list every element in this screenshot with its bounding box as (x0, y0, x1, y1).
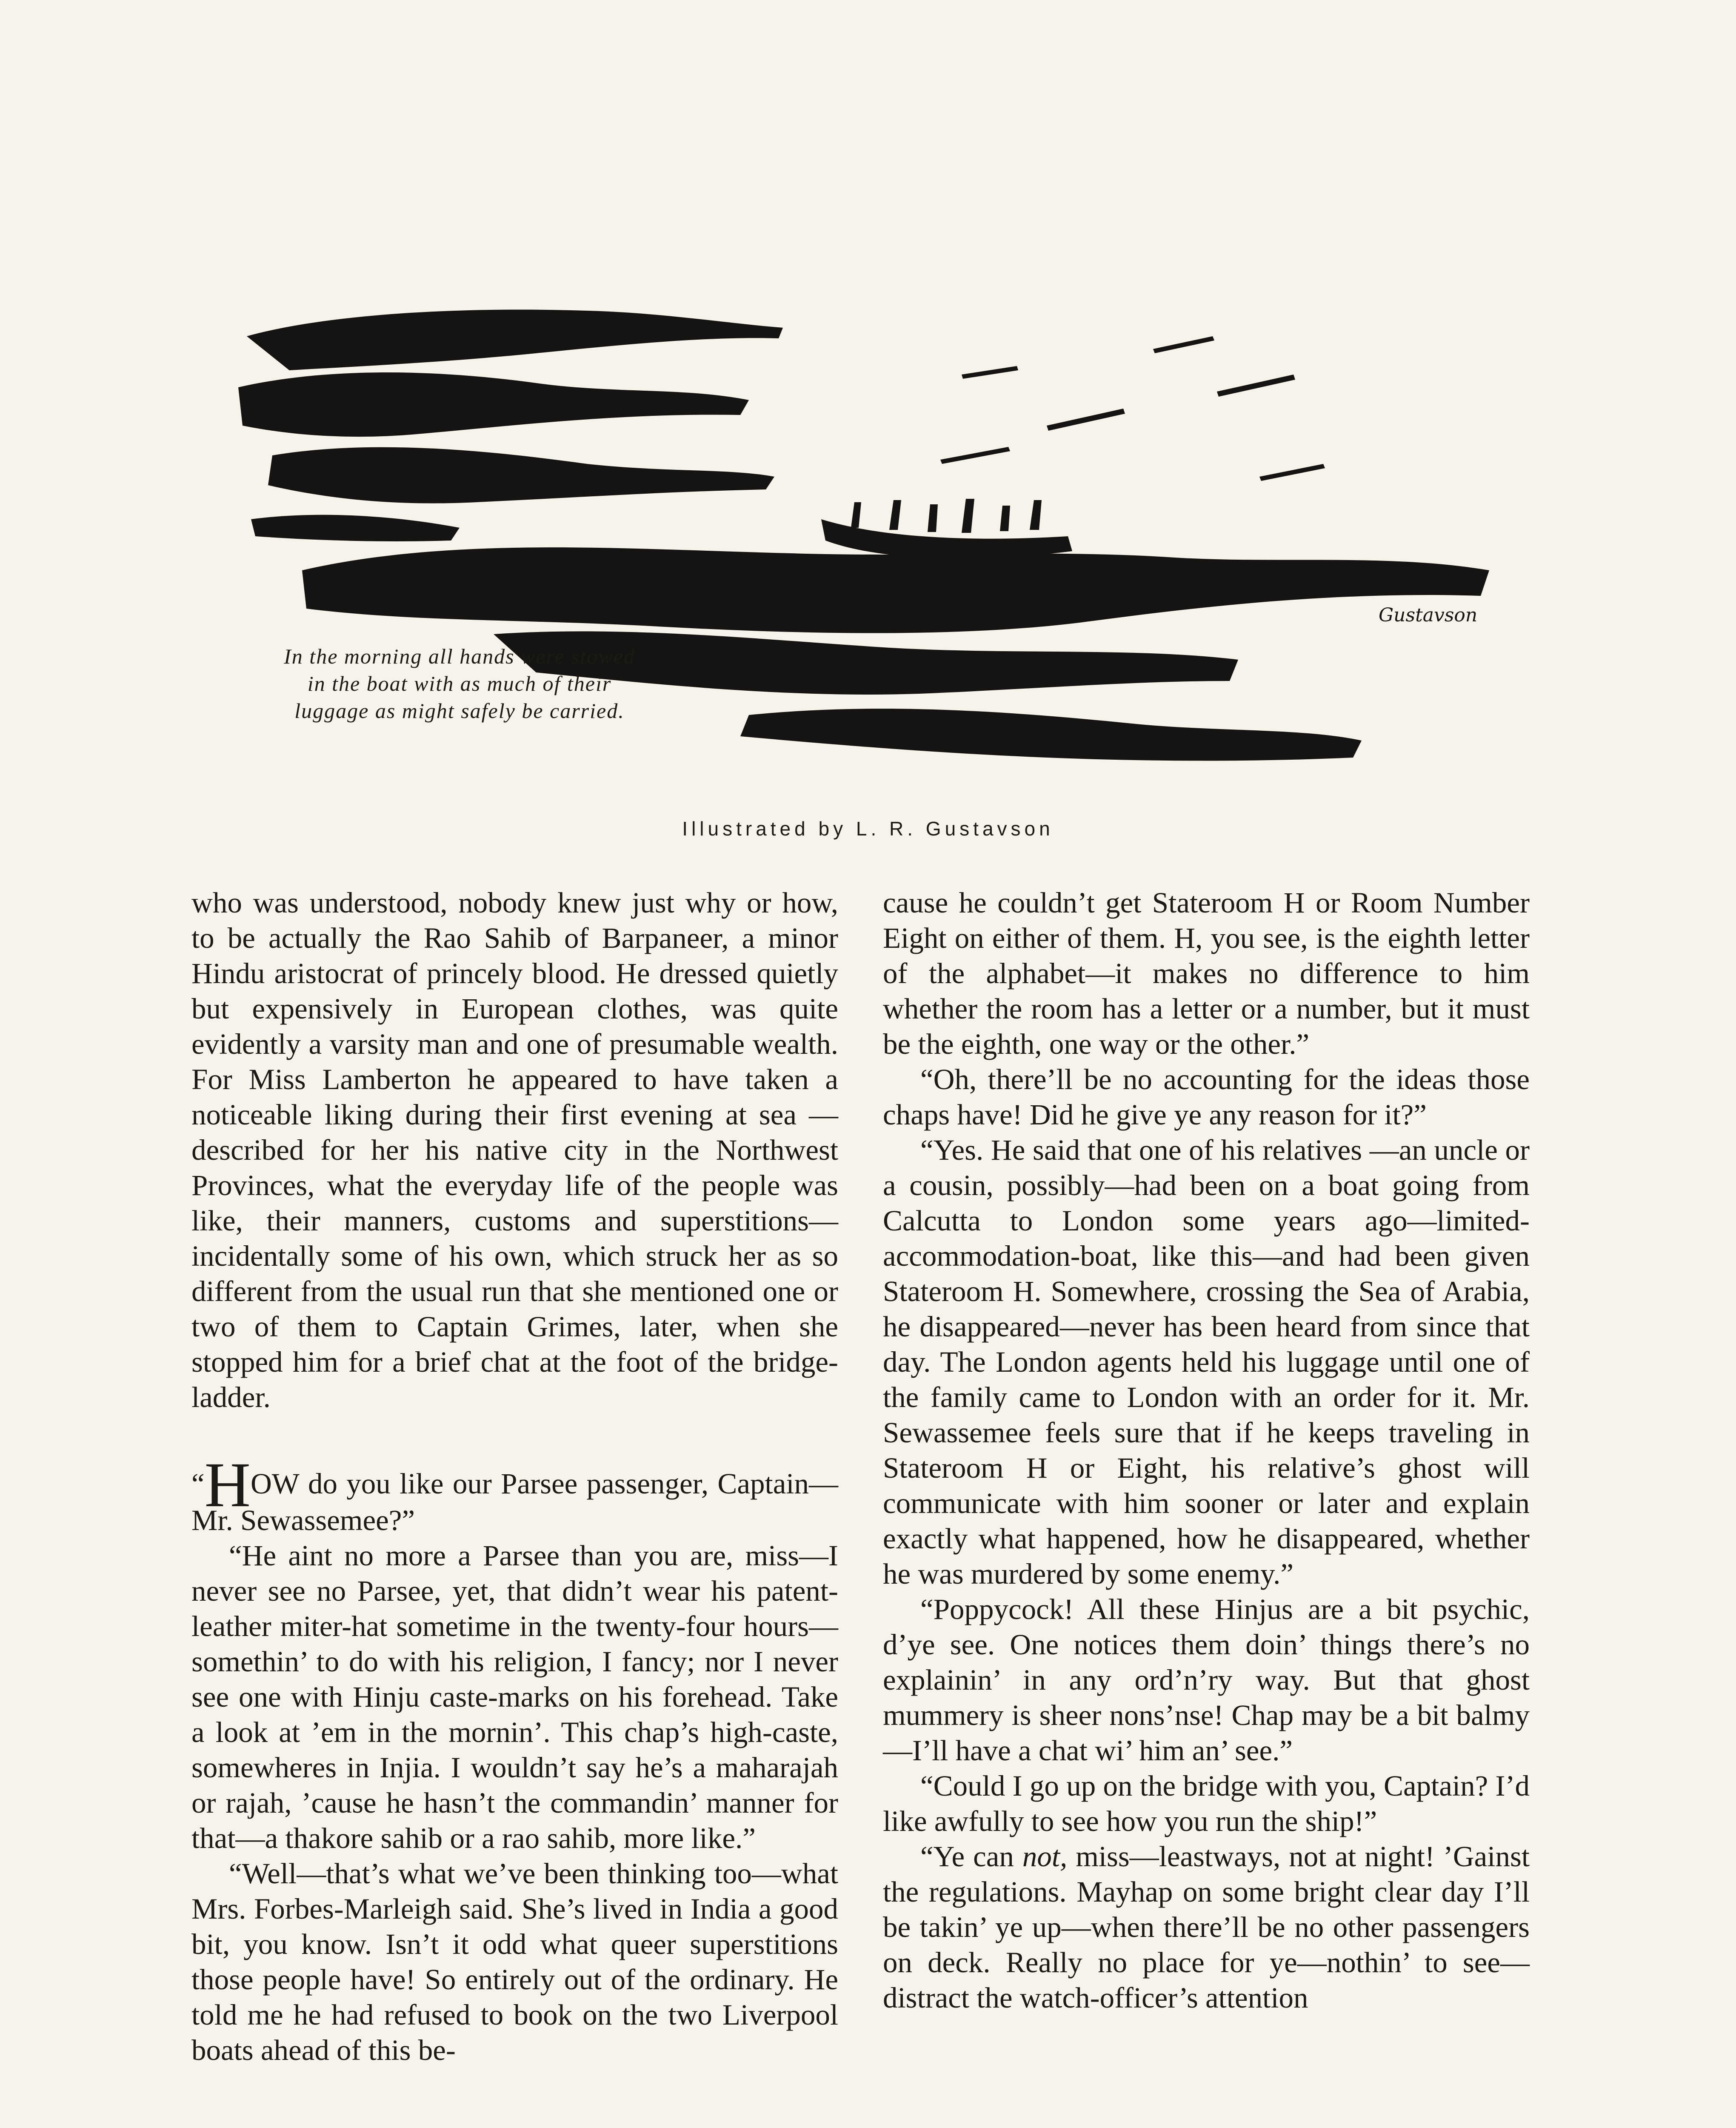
paragraph: “Well—that’s what we’ve been thinking too—what Mrs. Forbes-Marleigh said. She’s lived in India a good bit, you know. Isn’t it odd what queer superstitions those people have! So entirely out of the ordinary. He told me he had refused to book on the two Liverpool boats ahead of this be- (191, 1857, 838, 2066)
lifeboat-illustration (238, 298, 1532, 809)
illustration-caption: In the morning all hands were stowed in the boat with as much of their luggage as might safely be carried. (284, 644, 635, 723)
paragraph-text: “Ye can (920, 1840, 1022, 1873)
paragraph-text: OW do you like our Parsee passenger, Captain—Mr. Sewassemee?” (191, 1467, 838, 1536)
paragraph: who was understood, nobody knew just why or how, to be actually the Rao Sahib of Barpaneer, a minor Hindu aristocrat of princely blood. He dressed quietly but expensively in European clothes, was quite evidently a varsity man and one of presumable wealth. For Miss Lamberton he appeared to have taken a noticeable liking during their first evening at sea —described for her his native city in the Northwest Provinces, what the everyday life of the people was like, their manners, customs and superstitions—incidentally some of his own, which struck her as so different from the usual run that she mentioned one or two of them to Captain Grimes, later, when she stopped him for a brief chat at the foot of the bridge-ladder. (191, 887, 838, 1413)
paragraph: “Oh, there’ll be no accounting for the ideas those chaps have! Did he give ye any reason for it?” (883, 1063, 1530, 1131)
paragraph-dropcap (191, 1450, 838, 1538)
paragraph: “Poppycock! All these Hinjus are a bit psychic, d’ye see. One notices them doin’ things there’s no explainin’ in any ord’n’ry way. But that ghost mummery is sheer nons’nse! Chap may be a bit balmy —I’ll have a chat wi’ him an’ see.” (883, 1593, 1530, 1767)
paragraph (883, 1839, 1530, 2016)
drop-cap: H (204, 1450, 251, 1520)
paragraph: cause he couldn’t get Stateroom H or Room Number Eight on either of them. H, you see, is the eighth letter of the alphabet—it makes no difference to him whether the room has a letter or a number, but it must be the eighth, one way or the other.” (883, 887, 1530, 1060)
artist-signature: Gustavson (1379, 604, 1478, 626)
paragraph: “Yes. He said that one of his relatives —an uncle or a cousin, possibly—had been on a boat going from Calcutta to London some years ago—limited-accommodation-boat, like this—and had been given Stateroom H. Somewhere, crossing the Sea of Arabia, he disappeared—never has been heard from since that day. The London agents held his luggage until one of the family came to London with an order for it. Mr. Sewassemee feels sure that if he keeps traveling in Stateroom H or Eight, his relative’s ghost will communicate with him sooner or later and explain exactly what happened, how he disappeared, whether he was murdered by some enemy.” (883, 1134, 1530, 1590)
emphasis: not, (1022, 1840, 1068, 1873)
paragraph-text: miss—leastways, not at night! ’Gainst the regulations. Mayhap on some bright clear day I’ll be takin’ ye up—when there’ll be no other passengers on deck. Really no place for ye—nothin’ to see—distract the watch-officer’s attention (883, 1840, 1530, 2014)
paragraph: “Could I go up on the bridge with you, Captain? I’d like awfully to see how you run the ship!” (883, 1770, 1530, 1837)
right-column (883, 885, 1530, 2016)
left-column (191, 885, 838, 2068)
opening-quote: “ (191, 1467, 205, 1500)
paragraph: “He aint no more a Parsee than you are, miss—I never see no Parsee, yet, that didn’t wear his patent-leather miter-hat sometime in the twenty-four hours—somethin’ to do with his religion, I fancy; nor I never see one with Hinju caste-marks on his forehead. Take a look at ’em in the mornin’. This chap’s high-caste, somewheres in Injia. I wouldn’t say he’s a maharajah or rajah, ’cause he hasn’t the commandin’ manner for that—a thakore sahib or a rao sahib, more like.” (191, 1539, 838, 1854)
illustrator-credit: Illustrated by L. R. Gustavson (682, 818, 1054, 840)
